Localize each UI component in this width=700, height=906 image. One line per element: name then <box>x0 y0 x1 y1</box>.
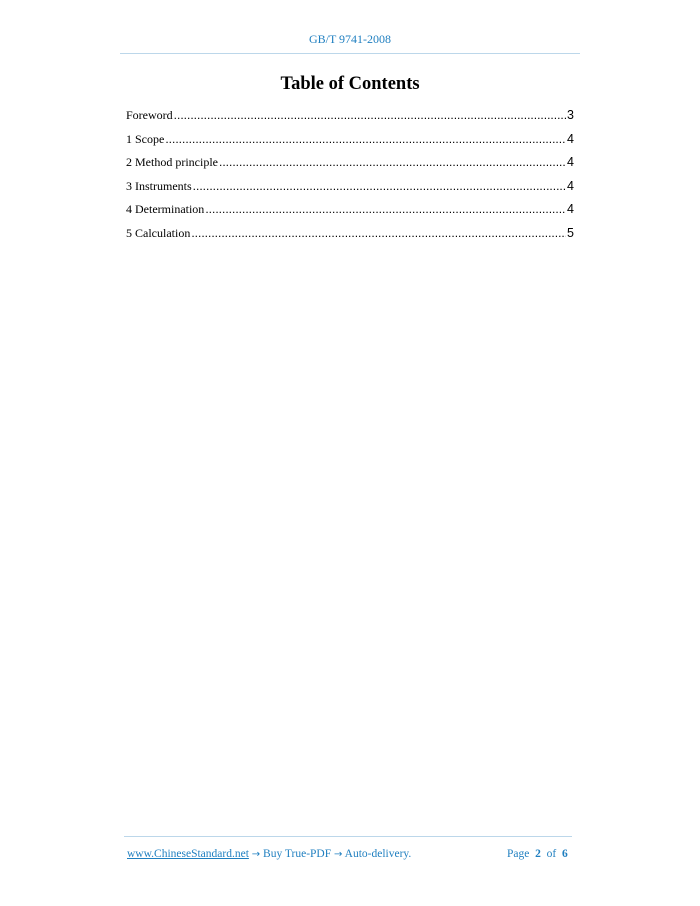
toc-dot-leader <box>191 226 566 240</box>
toc-entry-label: Foreword <box>126 108 173 122</box>
toc-dot-leader <box>219 155 566 169</box>
toc-entry-instruments[interactable] <box>126 179 574 203</box>
arrow-right-icon: → <box>251 849 261 860</box>
footer-promo <box>127 848 411 860</box>
of-word: of <box>546 848 557 860</box>
toc-entry-label: 1 Scope <box>126 131 165 146</box>
toc-entry-scope[interactable] <box>126 132 574 156</box>
arrow-right-icon: → <box>334 849 343 860</box>
toc-entry-label: 3 Instruments <box>126 178 192 193</box>
toc-entry-page: 4 <box>567 131 574 146</box>
footer-divider <box>124 836 572 837</box>
toc-dot-leader <box>193 179 566 193</box>
page-indicator <box>507 848 568 860</box>
toc-dot-leader <box>165 132 566 146</box>
page-title: Table of Contents <box>280 74 420 94</box>
toc-entry-foreword[interactable] <box>126 108 574 132</box>
toc-entry-page: 4 <box>567 202 574 216</box>
toc-entry-label: 2 Method principle <box>126 155 218 169</box>
toc-dot-leader <box>174 108 566 122</box>
toc-dot-leader <box>205 202 566 216</box>
toc-entry-label: 4 Determination <box>126 202 205 216</box>
toc-entry-method-principle[interactable] <box>126 155 574 179</box>
toc-entry-page: 4 <box>567 178 574 193</box>
header-doc-id: GB/T 9741-2008 <box>308 32 392 46</box>
buy-true-pdf-text: Buy True-PDF <box>263 848 332 860</box>
toc-entry-page: 4 <box>567 155 574 169</box>
toc-entry-determination[interactable] <box>126 202 574 226</box>
toc-entry-label: 5 Calculation <box>126 225 191 240</box>
auto-delivery-text: Auto-delivery. <box>344 848 412 860</box>
page-word: Page <box>507 848 530 860</box>
toc-entry-calculation[interactable] <box>126 226 574 250</box>
total-page-number: 6 <box>561 848 568 860</box>
toc-list <box>126 108 574 249</box>
toc-entry-page: 3 <box>567 108 574 122</box>
toc-entry-page: 5 <box>567 225 574 240</box>
current-page-number: 2 <box>535 848 541 860</box>
header-divider <box>120 53 580 54</box>
website-link[interactable]: www.ChineseStandard.net <box>127 848 249 860</box>
